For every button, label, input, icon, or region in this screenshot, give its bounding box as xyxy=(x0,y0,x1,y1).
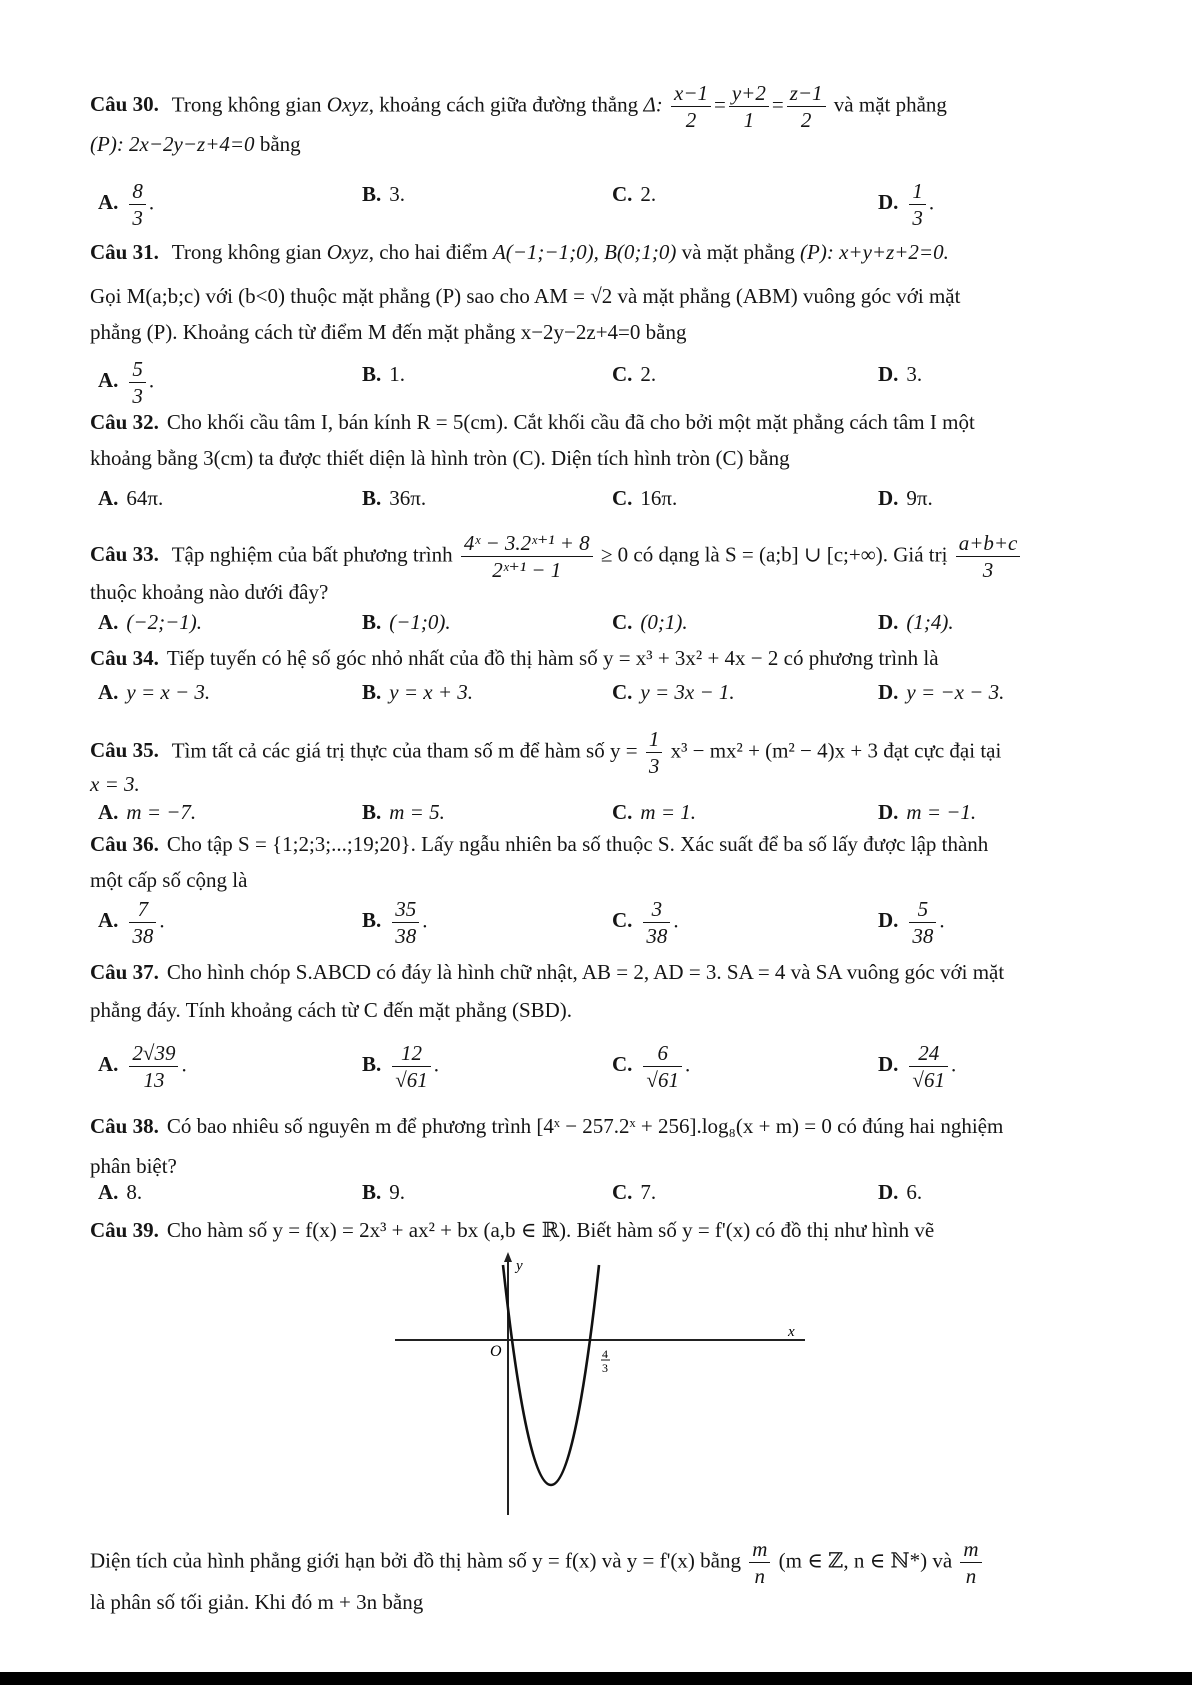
q37-option-d[interactable]: D. $\frac{24}{√61}$ . xyxy=(878,1041,957,1092)
q36-option-a[interactable]: A. $\frac{7}{38}$ . xyxy=(98,897,165,948)
q33-line2: thuộc khoảng nào dưới đây? xyxy=(90,580,329,604)
q30-text1: Trong không gian xyxy=(171,92,322,117)
scan-border xyxy=(0,1672,1192,1685)
q34-option-c[interactable]: C. y = 3x − 1. xyxy=(612,680,735,704)
q30-plane: (P): 2x−2y−z+4=0 xyxy=(90,132,255,156)
q36-option-d[interactable]: D. $\frac{5}{38}$ . xyxy=(878,897,945,948)
q30-frac3: $\frac{z-1}{2}$ xyxy=(787,80,826,133)
q35-label: Câu 35. xyxy=(90,738,159,763)
graph-tick-den: 3 xyxy=(602,1361,608,1375)
q39-derivative-graph xyxy=(380,1250,820,1520)
q38-option-b[interactable]: B. 9. xyxy=(362,1180,406,1204)
graph-tick-num: 4 xyxy=(602,1347,608,1361)
q32-option-d[interactable]: D. 9π. xyxy=(878,486,933,510)
graph-parabola xyxy=(503,1265,599,1485)
q35-option-a[interactable]: A. m = −7. xyxy=(98,800,197,824)
q33-option-b[interactable]: B. (−1;0). xyxy=(362,610,451,634)
q33-option-a[interactable]: A. (−2;−1). xyxy=(98,610,202,634)
q34-option-b[interactable]: B. y = x + 3. xyxy=(362,680,473,704)
q31-plane: (P): x+y+z+2=0. xyxy=(800,240,949,264)
q33-option-c[interactable]: C. (0;1). xyxy=(612,610,688,634)
q32-line2: khoảng bằng 3(cm) ta được thiết diện là hình tròn (C). Diện tích hình tròn (C) bằng xyxy=(90,446,790,470)
q39-line1: Câu 39. Cho hàm số y = f(x) = 2x³ + ax² + bx (a,b ∈ ℝ). Biết hàm số y = f'(x) có đồ thị như hình vẽ xyxy=(90,1218,935,1242)
q37-option-a[interactable]: A. $\frac{2√39}{13}$ . xyxy=(98,1041,187,1092)
q36-label: Câu 36. xyxy=(90,832,159,856)
q35-option-c[interactable]: C. m = 1. xyxy=(612,800,697,824)
q34-line1: Câu 34. Tiếp tuyến có hệ số góc nhỏ nhất của đồ thị hàm số y = x³ + 3x² + 4x − 2 có phương trình là xyxy=(90,646,939,670)
q37-option-b[interactable]: B. $\frac{12}{√61}$ . xyxy=(362,1041,440,1092)
q33-label: Câu 33. xyxy=(90,542,159,567)
q33-option-d[interactable]: D. (1;4). xyxy=(878,610,954,634)
q34-label: Câu 34. xyxy=(90,646,159,670)
q30-option-b[interactable]: B. 3. xyxy=(362,182,406,206)
q38-option-c[interactable]: C. 7. xyxy=(612,1180,657,1204)
q31-label: Câu 31. xyxy=(90,240,159,264)
q30-line2 xyxy=(90,130,1130,158)
q36-option-c[interactable]: C. $\frac{3}{38}$ . xyxy=(612,897,679,948)
q31-line1: Câu 31. Trong không gian Oxyz, cho hai điểm A(−1;−1;0), B(0;1;0) và mặt phẳng (P): x+y+z+2=0. xyxy=(90,240,949,264)
q39-line3: là phân số tối giản. Khi đó m + 3n bằng xyxy=(90,1590,424,1614)
q31-option-d[interactable]: D. 3. xyxy=(878,362,923,386)
q39-frac-mn: $\frac{m}{n}$ xyxy=(749,1536,770,1589)
graph-x-label: x xyxy=(788,1324,795,1340)
q38-label: Câu 38. xyxy=(90,1114,159,1138)
q33-line1: Câu 33. Tập nghiệm của bất phương trình $\frac{\text{4ˣ − 3.2ˣ⁺¹ + 8}}{\text{2ˣ⁺¹ − 1}}$ ≥ 0 có dạng là S = (a;b] ∪ [c;+∞). Giá trị $\frac{a+b+c}{3}$ xyxy=(90,530,1130,583)
q30-line1: Câu 30. Trong không gian Oxyz, khoảng cách giữa đường thẳng Δ: $\frac{x-1}{2}$ = $\frac{y+2}{1}$ = $\frac{z-1}{2}$ và mặt phẳng xyxy=(90,81,947,132)
graph-y-label: y xyxy=(516,1258,523,1274)
graph-origin-label: O xyxy=(490,1343,502,1360)
q36-line1: Câu 36. Cho tập S = {1;2;3;...;19;20}. Lấy ngẫu nhiên ba số thuộc S. Xác suất để ba số lấy được lập thành xyxy=(90,832,989,856)
q32-option-a[interactable]: A. 64π. xyxy=(98,486,164,510)
q35-line2: x = 3. xyxy=(90,772,140,796)
q35-frac: $\frac{1}{3}$ xyxy=(646,726,663,779)
q31-option-b[interactable]: B. 1. xyxy=(362,362,406,386)
q30-frac2: $\frac{y+2}{1}$ xyxy=(729,80,769,133)
graph-y-arrow xyxy=(504,1252,512,1262)
q30-option-c[interactable]: C. 2. xyxy=(612,182,657,206)
q30-option-a[interactable]: A. $\frac{8}{3}$ . xyxy=(98,179,155,230)
q37-line2: phẳng đáy. Tính khoảng cách từ C đến mặt phẳng (SBD). xyxy=(90,998,573,1022)
q38-option-d[interactable]: D. 6. xyxy=(878,1180,923,1204)
q30-space: Oxyz xyxy=(326,92,369,117)
q35-option-b[interactable]: B. m = 5. xyxy=(362,800,445,824)
q37-option-c[interactable]: C. $\frac{6}{√61}$ . xyxy=(612,1041,691,1092)
q35-line1: Câu 35. Tìm tất cả các giá trị thực của tham số m để hàm số y = $\frac{1}{3}$ x³ − mx² + (m² − 4)x + 3 đạt cực đại tại xyxy=(90,727,1002,778)
q30-text3: và mặt phẳng xyxy=(833,92,947,117)
q38-line1: Câu 38. Có bao nhiêu số nguyên m để phương trình [4ˣ − 257.2ˣ + 256].log₈(x + m) = 0 có đúng hai nghiệm xyxy=(90,1114,1004,1138)
q30-option-d[interactable]: D. $\frac{1}{3}$ . xyxy=(878,179,935,230)
q34-option-d[interactable]: D. y = −x − 3. xyxy=(878,680,1005,704)
q32-label: Câu 32. xyxy=(90,410,159,434)
q31-points: A(−1;−1;0), B(0;1;0) xyxy=(492,240,677,264)
q33-frac-main: $\frac{\text{4ˣ − 3.2ˣ⁺¹ + 8}}{\text{2ˣ⁺¹ − 1}}$ xyxy=(461,530,593,583)
q39-frac-mn-2: $\frac{m}{n}$ xyxy=(960,1536,981,1589)
q38-line2: phân biệt? xyxy=(90,1154,177,1178)
q36-option-b[interactable]: B. $\frac{35}{38}$ . xyxy=(362,897,428,948)
q31-option-c[interactable]: C. 2. xyxy=(612,362,657,386)
q30-bang: bằng xyxy=(259,132,301,156)
q39-label: Câu 39. xyxy=(90,1218,159,1242)
q34-option-a[interactable]: A. y = x − 3. xyxy=(98,680,211,704)
q30-label: Câu 30. xyxy=(90,92,159,117)
q31-line3: phẳng (P). Khoảng cách từ điểm M đến mặt phẳng x−2y−2z+4=0 bằng xyxy=(90,320,687,344)
q37-line1: Câu 37. Cho hình chóp S.ABCD có đáy là hình chữ nhật, AB = 2, AD = 3. SA = 4 và SA vuông góc với mặt xyxy=(90,960,1005,984)
q33-frac-abc: $\frac{a+b+c}{3}$ xyxy=(956,530,1021,583)
q39-line2: Diện tích của hình phẳng giới hạn bởi đồ thị hàm số y = f(x) và y = f'(x) bằng $\frac{m}{n}$ (m ∈ ℤ, n ∈ ℕ*) và $\frac{m}{n}$ xyxy=(90,1536,1130,1589)
q35-option-d[interactable]: D. m = −1. xyxy=(878,800,977,824)
q30-delta: Δ: xyxy=(643,92,663,117)
q37-label: Câu 37. xyxy=(90,960,159,984)
q31-line2: Gọi M(a;b;c) với (b<0) thuộc mặt phẳng (P) sao cho AM = √2 và mặt phẳng (ABM) vuông góc với mặt xyxy=(90,284,961,308)
q36-line2: một cấp số cộng là xyxy=(90,868,248,892)
q31-option-a[interactable]: A. $\frac{5}{3}$ . xyxy=(98,357,155,408)
q32-line1: Câu 32. Cho khối cầu tâm I, bán kính R = 5(cm). Cắt khối cầu đã cho bởi một mặt phẳng cách tâm I một xyxy=(90,410,975,434)
q32-option-c[interactable]: C. 16π. xyxy=(612,486,678,510)
q32-option-b[interactable]: B. 36π. xyxy=(362,486,427,510)
q30-text2: , khoảng cách giữa đường thẳng xyxy=(368,92,639,117)
q38-option-a[interactable]: A. 8. xyxy=(98,1180,143,1204)
q30-frac1: $\frac{x-1}{2}$ xyxy=(671,80,711,133)
